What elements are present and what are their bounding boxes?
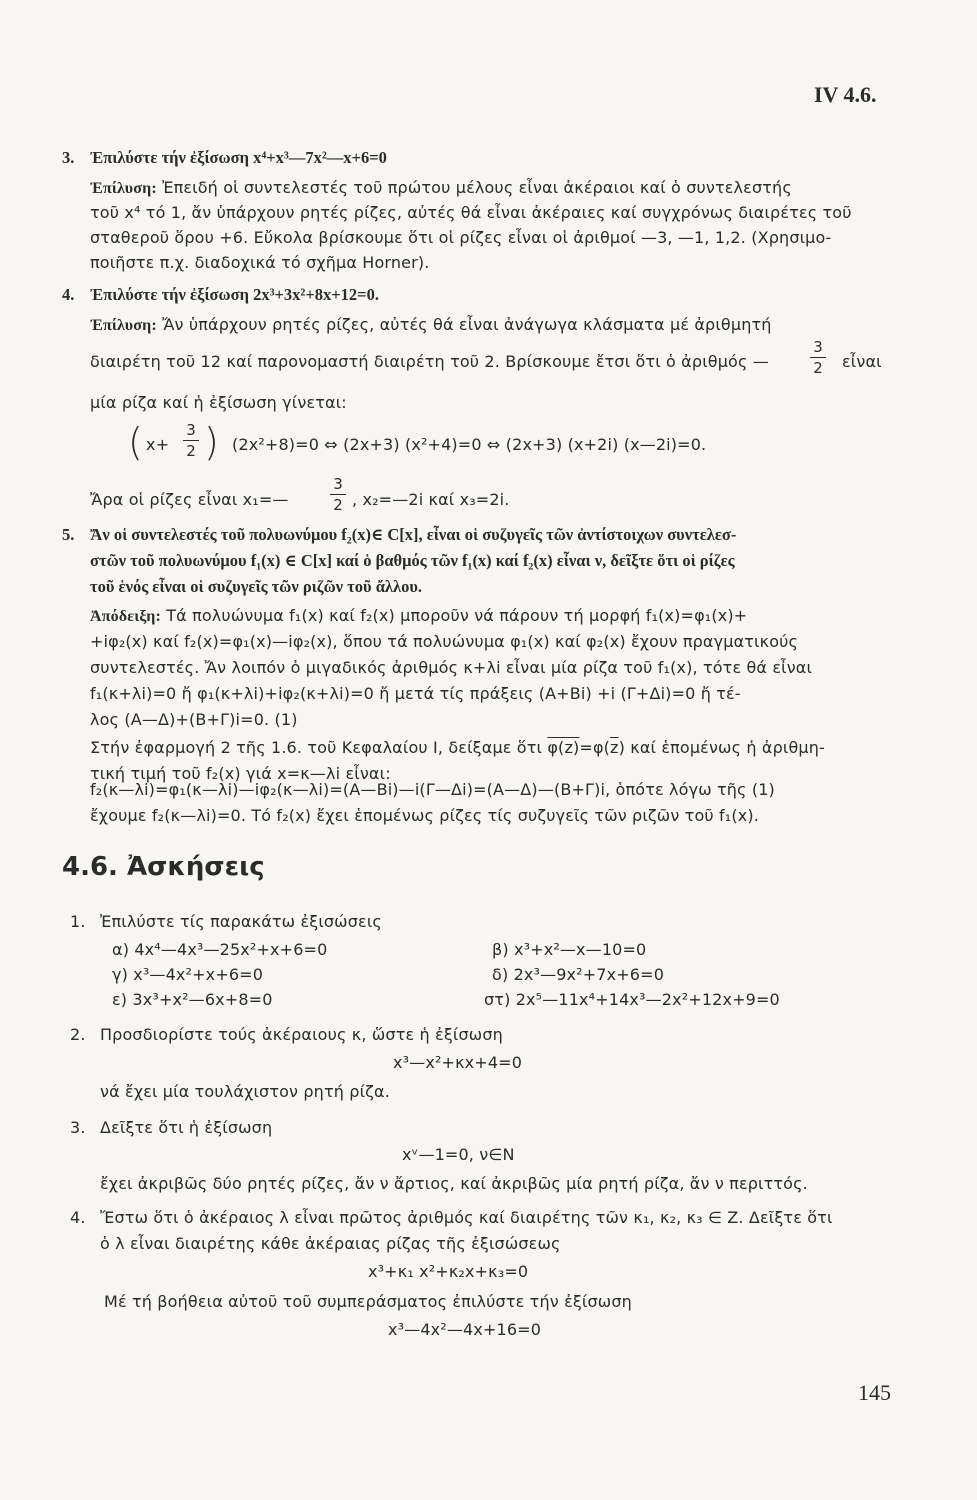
exercise-1-text: Ἐπιλύστε τίς παρακάτω ἐξισώσεις (100, 912, 382, 931)
solution-label: Ἐπίλυση: (90, 317, 157, 334)
fraction-denominator: 2 (186, 442, 196, 460)
exercise-1d: δ) 2x³—9x²+7x+6=0 (492, 965, 665, 984)
problem-4-solution-line-2: διαιρέτη τοῦ 12 καί παρονομαστή διαιρέτη τοῦ 2. Βρίσκουμε ἔτσι ὅτι ὁ ἀριθμός — (90, 352, 769, 371)
solution-text: Ἄν ὑπάρχουν ρητές ρίζες, αὐτές θά εἶναι ἀνάγωγα κλάσματα μέ ἀριθμητή (162, 315, 772, 334)
problem-5-statement-line-3: τοῦ ἑνός εἶναι οἱ συζυγεῖς τῶν ριζῶν τοῦ ἄλλου. (90, 577, 423, 596)
conjugate-phi-z: φ(z) (547, 738, 580, 757)
exercise-1-number: 1. (70, 912, 86, 931)
solution-text: Ἐπειδή οἱ συντελεστές τοῦ πρώτου μέλους εἶναι ἀκέραιοι καί ὁ συντελεστής (162, 178, 792, 197)
section-heading (62, 852, 265, 882)
problem-4-solution-line-1 (90, 315, 772, 335)
exercise-4-text: Ἔστω ὅτι ὁ ἀκέραιος λ εἶναι πρῶτος ἀριθμός καί διαιρέτης τῶν κ₁, κ₂, κ₃ ∈ Z. Δεῖξτε ὅτι (100, 1208, 833, 1227)
fraction-3-over-2 (330, 475, 346, 514)
fraction-numerator: 3 (186, 421, 196, 439)
section-title: Ἀσκήσεις (127, 852, 265, 882)
exercise-4-equation-2: x³—4x²—4x+16=0 (388, 1320, 542, 1339)
fraction-denominator: 2 (813, 359, 823, 377)
exercise-3-text-2: ἔχει ἀκριβῶς δύο ρητές ρίζες, ἄν ν ἄρτιος, καί ἀκριβῶς μία ρητή ρίζα, ἄν ν περιττός. (100, 1174, 808, 1193)
exercise-4-text-3: Μέ τή βοήθεια αὐτοῦ τοῦ συμπεράσματος ἐπιλύστε τήν ἐξίσωση (104, 1292, 632, 1311)
exercise-2-text: Προσδιορίστε τούς ἀκέραιους κ, ὥστε ἡ ἐξίσωση (100, 1025, 503, 1044)
proof-text: Τά πολυώνυμα f₁(x) καί f₂(x) μποροῦν νά πάρουν τή μορφή f₁(x)=φ₁(x)+ (166, 606, 748, 625)
problem-4-solution-line-3: μία ρίζα καί ἡ ἐξίσωση γίνεται: (90, 393, 347, 412)
problem-3-statement: Ἐπιλύστε τήν ἐξίσωση x⁴+x³—7x²—x+6=0 (90, 148, 387, 167)
proof-line-3: συντελεστές. Ἄν λοιπόν ὁ μιγαδικός ἀριθμός κ+λi εἶναι μία ρίζα τοῦ f₁(x), τότε θά εἶναι (90, 658, 813, 677)
running-header: IV 4.6. (814, 82, 877, 107)
proof-line-1 (90, 606, 747, 626)
problem-3-solution-line-1 (90, 178, 792, 198)
exercise-2-text-2: νά ἔχει μία τουλάχιστον ρητή ρίζα. (100, 1082, 390, 1101)
exercise-2-number: 2. (70, 1025, 86, 1044)
factorization-equation: (2x²+8)=0 ⇔ (2x+3) (x²+4)=0 ⇔ (2x+3) (x+2i) (x—2i)=0. (232, 435, 707, 454)
problem-3-solution-line-4: ποιῆστε π.χ. διαδοχικά τό σχῆμα Horner). (90, 253, 430, 272)
exercise-2-equation: x³—x²+κx+4=0 (393, 1053, 523, 1072)
problem-3-number: 3. (62, 148, 75, 167)
problem-3-solution-line-2: τοῦ x⁴ τό 1, ἄν ὑπάρχουν ρητές ρίζες, αὐτές θά εἶναι ἀκέραιες καί συγχρόνως διαιρέτες τοῦ (90, 203, 852, 222)
proof-line-8: f₂(κ—λi)=φ₁(κ—λi)—iφ₂(κ—λi)=(A—Bi)—i(Γ—Δi)=(A—Δ)—(B+Γ)i, ὁπότε λόγω τῆς (1) (90, 780, 775, 799)
proof-text: =φ( (579, 738, 611, 757)
proof-line-7: τική τιμή τοῦ f₂(x) γιά x=κ—λi εἶναι: (90, 764, 391, 783)
proof-label: Ἀπόδειξη: (90, 608, 161, 625)
proof-text: ) καί ἑπομένως ἡ ἀριθμη- (618, 738, 825, 757)
exercise-4-text-2: ὁ λ εἶναι διαιρέτης κάθε ἀκέραιας ρίζας τῆς ἐξισώσεως (100, 1234, 561, 1253)
exercise-1f: στ) 2x⁵—11x⁴+14x³—2x²+12x+9=0 (484, 990, 780, 1009)
proof-line-2: +iφ₂(x) καί f₂(x)=φ₁(x)—iφ₂(x), ὅπου τά πολυώνυμα φ₁(x) καί φ₂(x) ἔχουν πραγματικούς (90, 632, 799, 651)
problem-4-statement: Ἐπιλύστε τήν ἐξίσωση 2x³+3x²+8x+12=0. (90, 285, 379, 304)
exercise-1c: γ) x³—4x²+x+6=0 (112, 965, 264, 984)
fraction-3-over-2 (810, 338, 826, 377)
conjugate-z: $\overline{z}$ (610, 738, 619, 757)
proof-text: Στήν ἐφαρμογή 2 τῆς 1.6. τοῦ Κεφαλαίου I, δείξαμε ὅτι (90, 738, 543, 757)
page-number: 145 (858, 1380, 891, 1405)
right-parenthesis: ) (204, 420, 219, 464)
roots-statement-end: , x₂=—2i καί x₃=2i. (352, 490, 510, 509)
left-parenthesis: ( (128, 420, 143, 464)
fraction-numerator: 3 (813, 338, 823, 356)
exercise-3-equation: xᵛ—1=0, ν∈N (402, 1145, 515, 1164)
roots-statement: Ἄρα οἱ ρίζες εἶναι x₁=— (90, 490, 289, 509)
proof-line-5: λος (A—Δ)+(B+Γ)i=0. (1) (90, 710, 298, 729)
exercise-4-number: 4. (70, 1208, 86, 1227)
problem-3-solution-line-3: σταθεροῦ ὅρου +6. Εὔκολα βρίσκουμε ὅτι οἱ ρίζες εἶναι οἱ ἀριθμοί —3, —1, 1,2. (Χρησιμο- (90, 228, 832, 247)
exercise-3-text: Δεῖξτε ὅτι ἡ ἐξίσωση (100, 1118, 273, 1137)
proof-line-9: ἔχουμε f₂(κ—λi)=0. Τό f₂(x) ἔχει ἑπομένως ρίζες τίς συζυγεῖς τῶν ριζῶν τοῦ f₁(x). (90, 806, 760, 825)
factor-x-plus: x+ (146, 435, 170, 454)
proof-line-6 (90, 738, 825, 757)
proof-line-4: f₁(κ+λi)=0 ἤ φ₁(κ+λi)+iφ₂(κ+λi)=0 ἤ μετά τίς πράξεις (A+Bi) +i (Γ+Δi)=0 ἤ τέ- (90, 684, 741, 703)
problem-5-number: 5. (62, 525, 75, 544)
exercise-1a: α) 4x⁴—4x³—25x²+x+6=0 (112, 940, 328, 959)
problem-5-statement-line-1: Ἄν οἱ συντελεστές τοῦ πολυωνύμου f₂(x)∈ C[x], εἶναι οἱ συζυγεῖς τῶν ἀντίστοιχων συντελεσ- (90, 525, 737, 544)
exercise-4-equation: x³+κ₁ x²+κ₂x+κ₃=0 (368, 1262, 529, 1281)
fraction-denominator: 2 (333, 496, 343, 514)
problem-5-statement-line-2: στῶν τοῦ πολυωνύμου f₁(x) ∈ C[x] καί ὁ βαθμός τῶν f₁(x) καί f₂(x) εἶναι ν, δεῖξτε ὅτι οἱ ρίζες (90, 551, 735, 570)
problem-4-number: 4. (62, 285, 75, 304)
fraction-numerator: 3 (333, 475, 343, 493)
exercise-1b: β) x³+x²—x—10=0 (492, 940, 647, 959)
section-number: 4.6. (62, 852, 118, 882)
solution-label: Ἐπίλυση: (90, 180, 157, 197)
exercise-1e: ε) 3x³+x²—6x+8=0 (112, 990, 273, 1009)
problem-4-solution-line-2-end: εἶναι (842, 352, 882, 371)
fraction-3-over-2 (183, 421, 199, 460)
exercise-3-number: 3. (70, 1118, 86, 1137)
